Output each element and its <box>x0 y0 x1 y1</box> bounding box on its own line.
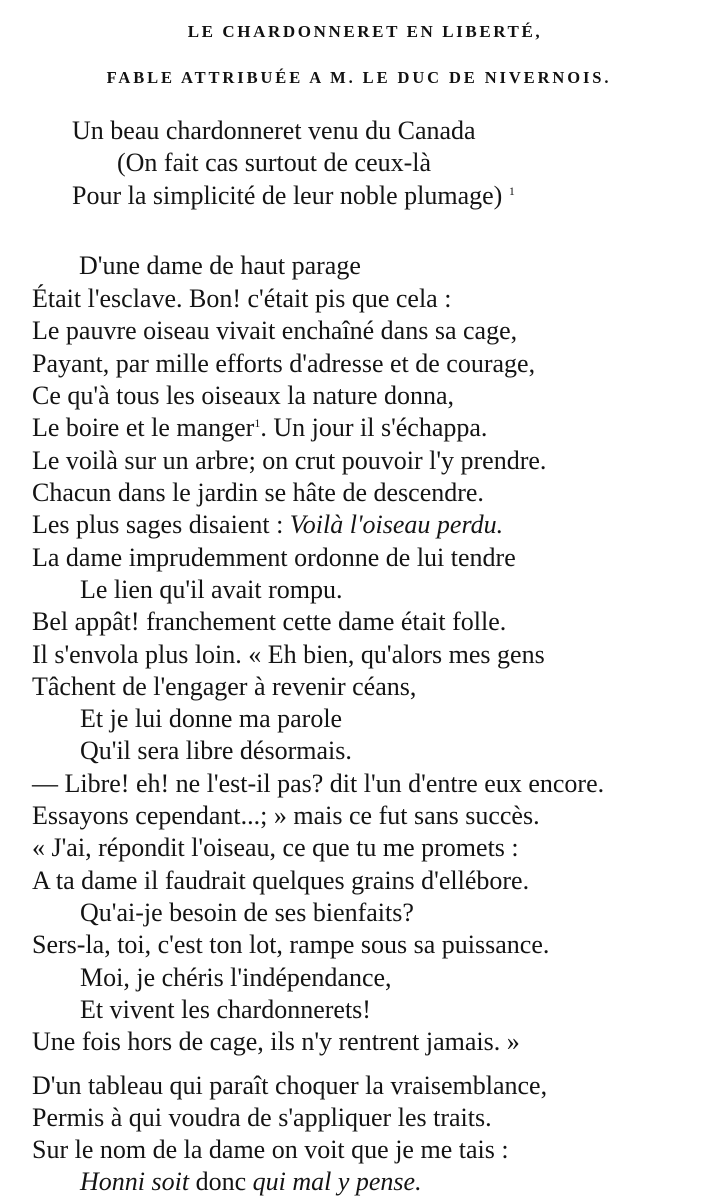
poem-subtitle: FABLE ATTRIBUÉE A M. LE DUC DE NIVERNOIS. <box>106 68 612 87</box>
verse-line: Permis à qui voudra de s'appliquer les traits. <box>32 1103 492 1132</box>
verse-line: Chacun dans le jardin se hâte de descendre. <box>32 478 484 507</box>
verse-line <box>32 510 503 540</box>
footnote-marker: 1 <box>508 184 515 198</box>
verse-line: Qu'il sera libre désormais. <box>80 736 352 765</box>
verse-text: donc <box>189 1167 253 1196</box>
verse-text: Le boire et le manger <box>32 413 255 442</box>
italic-quote: Voilà l'oiseau perdu. <box>289 510 504 539</box>
verse-line: — Libre! eh! ne l'est-il pas? dit l'un d'entre eux encore. <box>32 769 605 798</box>
verse-line: La dame imprudemment ordonne de lui tendre <box>32 543 516 572</box>
verse-line: (On fait cas surtout de ceux-là <box>117 148 432 177</box>
verse-line: Il s'envola plus loin. « Eh bien, qu'alors mes gens <box>32 640 545 669</box>
verse-line: Le pauvre oiseau vivait enchaîné dans sa cage, <box>32 316 518 345</box>
verse-line: « J'ai, répondit l'oiseau, ce que tu me promets : <box>32 833 519 862</box>
verse-line: Était l'esclave. Bon! c'était pis que cela : <box>32 284 452 313</box>
verse-line: Sur le nom de la dame on voit que je me tais : <box>32 1135 509 1164</box>
verse-line: Moi, je chéris l'indépendance, <box>80 963 392 992</box>
verse-line: Ce qu'à tous les oiseaux la nature donna, <box>32 381 455 410</box>
verse-line: Et je lui donne ma parole <box>80 704 343 733</box>
verse-text: Les plus sages disaient : <box>32 510 290 539</box>
verse-line: Le lien qu'il avait rompu. <box>80 575 343 604</box>
verse-line: Une fois hors de cage, ils n'y rentrent jamais. » <box>32 1027 520 1056</box>
verse-text: Pour la simplicité de leur noble plumage) <box>72 181 503 210</box>
verse-line: Et vivent les chardonnerets! <box>80 995 371 1024</box>
footnote-marker: 1 <box>254 416 261 430</box>
verse-line: Un beau chardonneret venu du Canada <box>72 116 476 145</box>
poem-title: LE CHARDONNERET EN LIBERTÉ, <box>187 22 543 41</box>
verse-line: Tâchent de l'engager à revenir céans, <box>32 672 417 701</box>
verse-line: Bel appât! franchement cette dame était folle. <box>32 607 507 636</box>
verse-line: A ta dame il faudrait quelques grains d'ellébore. <box>32 866 530 895</box>
italic-motto: qui mal y pense. <box>252 1167 422 1196</box>
verse-line: Essayons cependant...; » mais ce fut sans succès. <box>32 801 540 830</box>
verse-line: D'un tableau qui paraît choquer la vraisemblance, <box>32 1071 548 1100</box>
verse-line: Le voilà sur un arbre; on crut pouvoir l'y prendre. <box>32 446 547 475</box>
verse-text: . Un jour il s'échappa. <box>260 413 488 442</box>
verse-line: Payant, par mille efforts d'adresse et de courage, <box>32 349 536 378</box>
verse-line: Sers-la, toi, c'est ton lot, rampe sous sa puissance. <box>32 930 550 959</box>
verse-line: Qu'ai-je besoin de ses bienfaits? <box>80 898 414 927</box>
italic-motto: Honni soit <box>80 1167 190 1196</box>
verse-line: D'une dame de haut parage <box>79 251 361 280</box>
verse-line <box>72 181 515 211</box>
verse-line <box>32 413 487 443</box>
verse-line <box>80 1167 422 1197</box>
